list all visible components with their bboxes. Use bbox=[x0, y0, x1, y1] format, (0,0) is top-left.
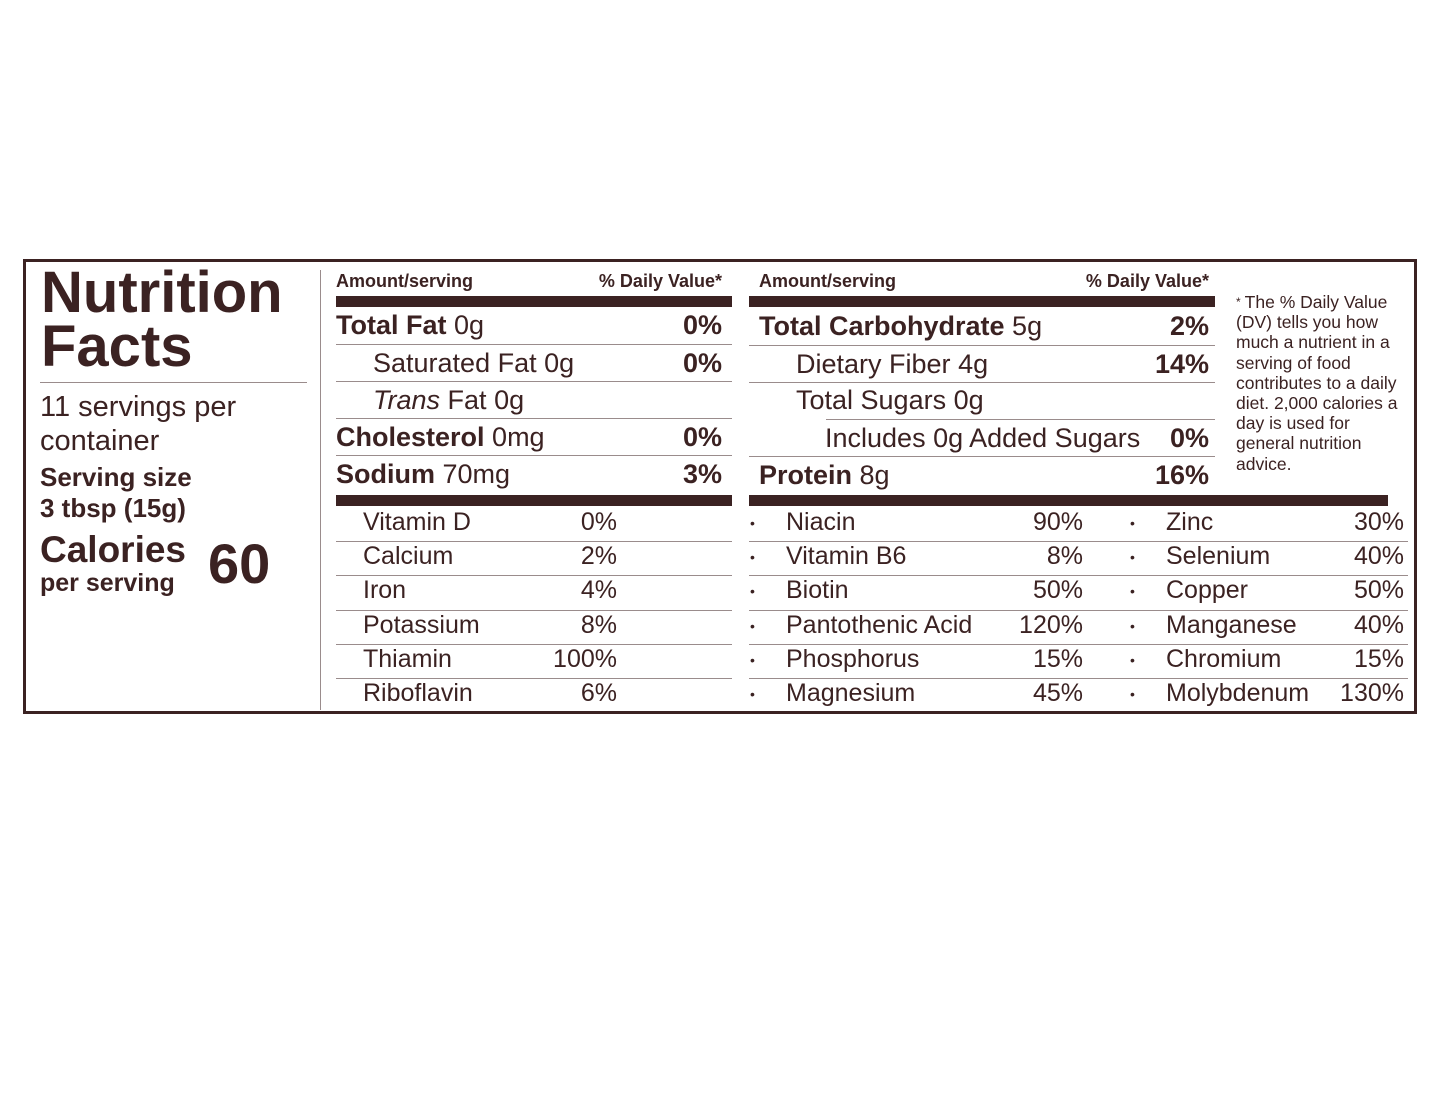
row-divider bbox=[749, 456, 1215, 457]
mineral-dv-iron: 4% bbox=[580, 576, 617, 605]
header-amount-right: Amount/serving bbox=[759, 271, 897, 291]
mineral-dv-copper: 50% bbox=[1353, 576, 1404, 605]
dv-saturated-fat: 0% bbox=[682, 348, 722, 378]
mineral-name-potassium: Potassium bbox=[363, 610, 480, 639]
nutrition-facts-label bbox=[23, 259, 1417, 714]
mineral-name-selenium: Selenium bbox=[1166, 542, 1271, 571]
bullet-icon: • bbox=[1130, 686, 1135, 702]
nutrient-trans-fat: Trans Fat 0g bbox=[373, 385, 525, 415]
nutrient-added-sugars: Includes 0g Added Sugars bbox=[825, 423, 1141, 453]
bullet-icon: • bbox=[1130, 549, 1135, 566]
thick-bar-vitamins-right bbox=[749, 495, 1388, 506]
bullet-icon: • bbox=[1130, 617, 1135, 634]
serving-size bbox=[40, 462, 240, 524]
mineral-dv-zinc: 30% bbox=[1353, 508, 1404, 536]
row-divider bbox=[336, 455, 732, 456]
row-divider bbox=[826, 419, 1215, 420]
mineral-dv-riboflavin: 6% bbox=[580, 679, 617, 707]
calories-value: 60 bbox=[208, 532, 271, 595]
nutrient-total-sugars: Total Sugars 0g bbox=[796, 385, 984, 415]
nutrient-saturated-fat: Saturated Fat 0g bbox=[373, 348, 575, 378]
dv-total-fat: 0% bbox=[682, 310, 722, 340]
mineral-dv-vitamin-d: 0% bbox=[580, 508, 617, 536]
bullet-icon: • bbox=[750, 515, 755, 531]
calories-per-serving: per serving bbox=[40, 569, 175, 597]
mineral-dv-niacin: 90% bbox=[1032, 508, 1083, 536]
row-divider bbox=[336, 381, 732, 382]
mineral-dv-potassium: 8% bbox=[580, 610, 617, 639]
bullet-icon: • bbox=[1130, 583, 1135, 600]
bullet-icon: • bbox=[1130, 651, 1135, 668]
mineral-name-thiamin: Thiamin bbox=[363, 644, 452, 673]
mineral-dv-thiamin: 100% bbox=[553, 644, 617, 673]
dv-cholesterol: 0% bbox=[682, 422, 722, 452]
calories-label: Calories bbox=[40, 529, 187, 570]
nutrient-dietary-fiber: Dietary Fiber 4g bbox=[796, 349, 989, 379]
mineral-name-calcium: Calcium bbox=[363, 542, 454, 571]
dv-total-carbohydrate: 2% bbox=[1169, 311, 1209, 341]
label-title bbox=[41, 260, 283, 379]
mineral-dv-magnesium: 45% bbox=[1032, 679, 1083, 707]
thick-bar-vitamins-left bbox=[336, 495, 732, 506]
nutrient-cholesterol: Cholesterol 0mg bbox=[336, 422, 545, 452]
serving-size-label: Serving size bbox=[40, 462, 192, 492]
nutrient-protein: Protein 8g bbox=[759, 460, 890, 490]
dv-dietary-fiber: 14% bbox=[1154, 349, 1209, 379]
mineral-name-manganese: Manganese bbox=[1166, 610, 1297, 639]
bullet-icon: • bbox=[750, 651, 755, 668]
mineral-dv-manganese: 40% bbox=[1353, 610, 1404, 639]
mineral-dv-chromium: 15% bbox=[1353, 644, 1404, 673]
dv-sodium: 3% bbox=[682, 459, 722, 489]
mineral-name-iron: Iron bbox=[363, 576, 407, 605]
mineral-dv-selenium: 40% bbox=[1353, 542, 1404, 571]
bullet-icon: • bbox=[750, 686, 755, 702]
mineral-dv-phosphorus: 15% bbox=[1032, 644, 1083, 673]
mineral-name-phosphorus: Phosphorus bbox=[786, 644, 920, 673]
mineral-dv-biotin: 50% bbox=[1032, 576, 1083, 605]
mineral-name-vitamin-b6: Vitamin B6 bbox=[786, 542, 907, 571]
bullet-icon: • bbox=[750, 549, 755, 566]
header-dv-right: % Daily Value* bbox=[1085, 271, 1209, 291]
mineral-name-chromium: Chromium bbox=[1166, 644, 1282, 673]
thick-bar-left bbox=[336, 296, 732, 307]
thick-bar-right bbox=[749, 296, 1215, 307]
panel-separator bbox=[320, 270, 321, 710]
mineral-name-pantothenic-acid: Pantothenic Acid bbox=[786, 610, 973, 639]
title-divider bbox=[40, 382, 307, 383]
title-line-1: Nutrition bbox=[41, 260, 283, 325]
mineral-name-vitamin-d: Vitamin D bbox=[363, 508, 471, 536]
mineral-dv-vitamin-b6: 8% bbox=[1046, 542, 1083, 571]
nutrient-total-fat: Total Fat 0g bbox=[336, 310, 485, 340]
bullet-icon: • bbox=[750, 617, 755, 634]
row-divider bbox=[336, 344, 732, 345]
mineral-dv-pantothenic-acid: 120% bbox=[1019, 610, 1083, 639]
mineral-name-niacin: Niacin bbox=[786, 508, 856, 536]
serving-size-value: 3 tbsp (15g) bbox=[40, 493, 186, 523]
footnote-text: The % Daily Value (DV) tells you how much a nutrient in a serving of food contributes to a daily diet. 2,000 calories a day is used for general nutrition advice. bbox=[1236, 292, 1398, 474]
nutrient-total-carbohydrate: Total Carbohydrate 5g bbox=[759, 311, 1043, 341]
mineral-name-riboflavin: Riboflavin bbox=[363, 679, 473, 707]
header-amount-left: Amount/serving bbox=[336, 271, 474, 291]
bullet-icon: • bbox=[1130, 515, 1135, 531]
footnote-asterisk: * bbox=[1236, 295, 1241, 309]
row-divider bbox=[336, 418, 732, 419]
servings-per-container: 11 servings per container bbox=[40, 391, 237, 457]
mineral-name-magnesium: Magnesium bbox=[786, 679, 916, 707]
mineral-name-molybdenum: Molybdenum bbox=[1166, 679, 1310, 707]
bullet-icon: • bbox=[750, 583, 755, 600]
mineral-name-biotin: Biotin bbox=[786, 576, 849, 605]
row-divider bbox=[749, 345, 1215, 346]
dv-protein: 16% bbox=[1154, 460, 1209, 490]
dv-added-sugars: 0% bbox=[1169, 423, 1209, 453]
mineral-name-zinc: Zinc bbox=[1166, 508, 1214, 536]
title-line-2: Facts bbox=[41, 314, 193, 379]
mineral-dv-calcium: 2% bbox=[580, 542, 617, 571]
mineral-name-copper: Copper bbox=[1166, 576, 1248, 605]
daily-value-footnote bbox=[1236, 292, 1411, 474]
nutrient-sodium: Sodium 70mg bbox=[336, 459, 511, 489]
row-divider bbox=[749, 382, 1215, 383]
mineral-dv-molybdenum: 130% bbox=[1340, 679, 1404, 707]
header-dv-left: % Daily Value* bbox=[598, 271, 722, 291]
